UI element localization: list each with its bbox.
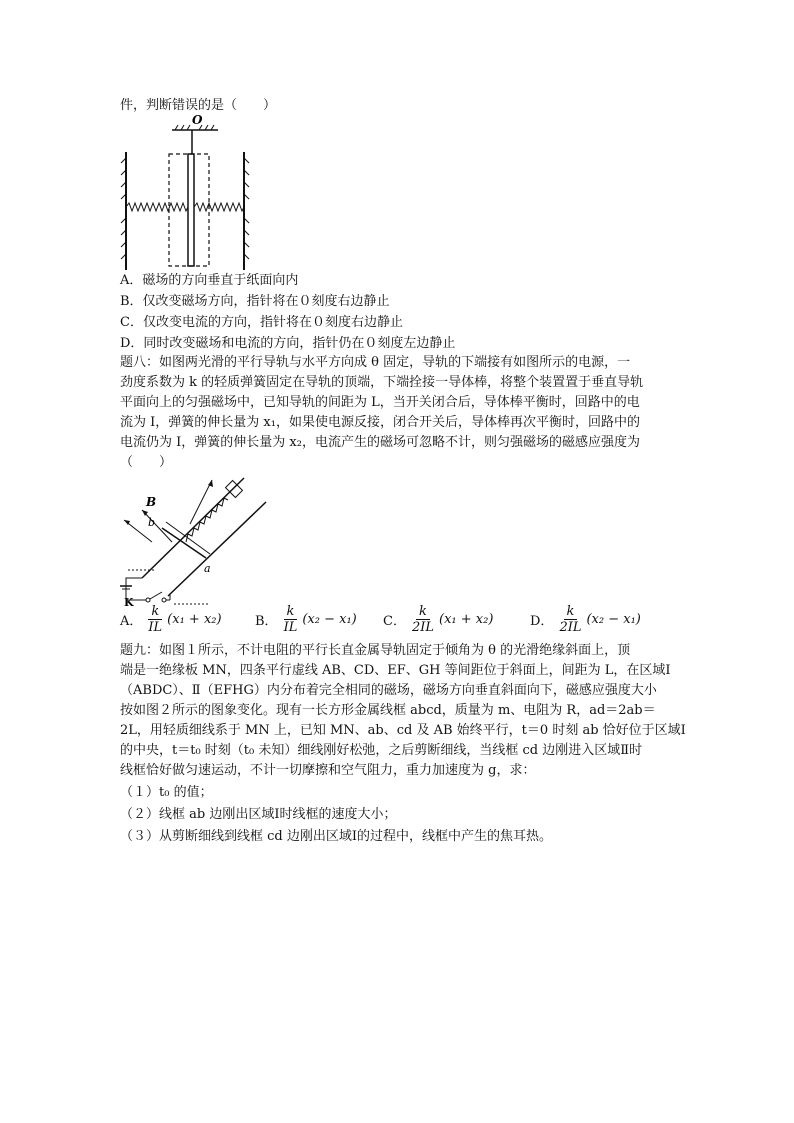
q7-figure (120, 114, 260, 270)
q8-option-b-paren: (x₂ − x₁) (302, 612, 357, 627)
q7-figure-label-o: O (192, 114, 203, 127)
q7-option-b: B．仅改变磁场方向，指针将在０刻度右边静止 (120, 294, 390, 309)
q8-option-c-den: 2IL (411, 620, 434, 635)
q8-option-d (530, 604, 641, 635)
q8-option-b-letter: B． (255, 614, 278, 629)
q8-option-a (120, 604, 222, 635)
q8-option-a-num: k (148, 604, 162, 620)
q8-option-c-num: k (416, 604, 430, 620)
q9-line-6: 的中央，t＝t₀ 时刻（t₀ 未知）细线刚好松弛，之后剪断细线，当线框 cd 边刚进入区域Ⅱ时 (120, 743, 643, 758)
q7-option-d: D．同时改变磁场和电流的方向，指针仍在０刻度左边静止 (120, 336, 456, 351)
q8-line-1: 题八：如图两光滑的平行导轨与水平方向成 θ 固定，导轨的下端接有如图所示的电源，一 (120, 355, 631, 370)
q8-option-b-num: k (284, 604, 298, 620)
q8-option-d-den: 2IL (559, 620, 582, 635)
q8-option-a-letter: A． (120, 614, 143, 629)
q9-line-2: 端是一绝缘板 MN，四条平行虚线 AB、CD、EF、GH 等间距位于斜面上，间距为 L，在区域Ⅰ (120, 663, 671, 678)
q8-option-b-den: IL (283, 620, 298, 635)
q9-subquestion-1: （１）t₀ 的值； (120, 785, 213, 800)
q8-figure-label-a: a (204, 562, 211, 575)
q8-option-a-den: IL (148, 620, 163, 635)
q8-line-5: 电流仍为 I，弹簧的伸长量为 x₂，电流产生的磁场可忽略不计，则匀强磁场的磁感应强度为 (120, 435, 640, 450)
q8-option-d-letter: D． (530, 614, 554, 629)
q9-line-5: 2L，用轻质细线系于 MN 上，已知 MN、ab、cd 及 AB 始终平行，t＝0 时刻 ab 恰好位于区域Ⅰ (120, 723, 686, 738)
q8-option-d-fraction (557, 604, 583, 635)
q8-line-3: 平面向上的匀强磁场中，已知导轨的间距为 L，当开关闭合后，导体棒平衡时，回路中的电 (120, 395, 640, 410)
q8-option-d-num: k (564, 604, 578, 620)
q9-subquestion-3: （３）从剪断细线到线框 cd 边刚出区域Ⅰ的过程中，线框中产生的焦耳热。 (120, 829, 553, 844)
q9-subquestion-2: （２）线框 ab 边刚出区域Ⅰ时线框的速度大小； (120, 807, 397, 822)
q8-option-c (383, 604, 493, 635)
q9-line-3: （ABDC）、Ⅱ（EFHG）内分布着完全相同的磁场，磁场方向垂直斜面向下，磁感应强度大小 (120, 683, 657, 698)
q7-option-c: C．仅改变电流的方向，指针将在０刻度右边静止 (120, 315, 403, 330)
q8-option-c-paren: (x₁ + x₂) (439, 612, 494, 627)
q7-option-a: A．磁场的方向垂直于纸面向内 (120, 273, 299, 288)
q8-figure (118, 470, 278, 606)
q8-option-d-paren: (x₂ − x₁) (586, 612, 641, 627)
q9-line-1: 题九：如图１所示，不计电阻的平行长直金属导轨固定于倾角为 θ 的光滑绝缘斜面上，顶 (120, 643, 631, 658)
q8-option-b-fraction (282, 604, 300, 635)
q8-line-4: 流为 I，弹簧的伸长量为 x₁，如果使电源反接，闭合开关后，导体棒再次平衡时，回路中的 (120, 415, 640, 430)
q8-option-b (255, 604, 357, 635)
q9-line-7: 线框恰好做匀速运动，不计一切摩擦和空气阻力，重力加速度为 g，求： (120, 763, 536, 778)
q8-option-a-fraction (146, 604, 164, 635)
q7-stem-tail: 件，判断错误的是（ ） (120, 98, 277, 113)
q8-line-2: 劲度系数为 k 的轻质弹簧固定在导轨的顶端，下端拴接一导体棒，将整个装置置于垂直导轨 (120, 375, 644, 390)
q9-line-4: 按如图２所示的图象变化。现有一长方形金属线框 abcd，质量为 m、电阻为 R，ad＝2ab＝ (120, 703, 656, 718)
q8-line-6: （ ） (120, 455, 173, 470)
q8-figure-label-b: b (148, 516, 156, 529)
q8-figure-label-b-field: B (146, 495, 157, 509)
q8-option-c-fraction (410, 604, 436, 635)
q8-figure-label-k: K (124, 596, 134, 606)
q8-option-c-letter: C． (383, 614, 406, 629)
q8-option-a-paren: (x₁ + x₂) (167, 612, 222, 627)
